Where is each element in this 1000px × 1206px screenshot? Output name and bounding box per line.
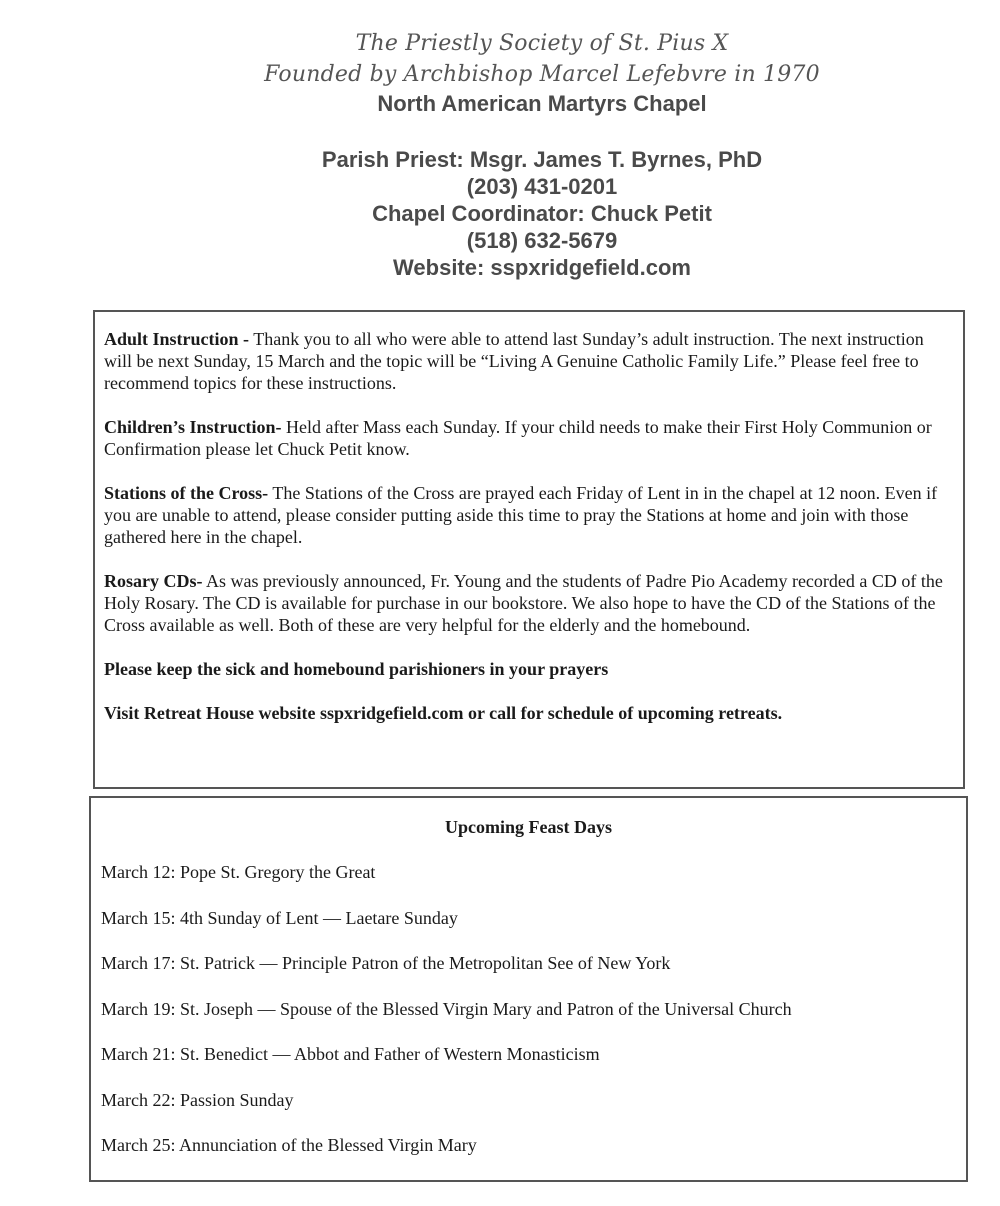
announcement-title: Rosary CDs- xyxy=(104,571,203,591)
feast-days-box xyxy=(89,796,968,1182)
announcement-text: As was previously announced, Fr. Young and the students of Padre Pio Academy recorded a CD of the Holy Rosary. The CD is available for purchase in our bookstore. We also hope to have the CD of the Stations of the Cross available as well. Both of these are very helpful for the elderly and the homebound. xyxy=(104,571,943,635)
bulletin-header xyxy=(0,28,1000,281)
announcements-box xyxy=(93,310,965,789)
notice-retreat xyxy=(104,702,955,724)
announcement-title: Children’s Instruction- xyxy=(104,417,282,437)
notice-retreat-text: Visit Retreat House website sspxridgefield.com or call for schedule of upcoming retreats. xyxy=(104,703,783,723)
parish-priest: Parish Priest: Msgr. James T. Byrnes, PhD xyxy=(321,147,763,172)
feast-item: March 21: St. Benedict — Abbot and Father of Western Monasticism xyxy=(101,1044,600,1064)
announcement-text: The Stations of the Cross are prayed each Friday of Lent in in the chapel at 12 noon. Even if you are unable to attend, please consider putting aside this time to pray the Stations at home and join with those gathered here in the chapel. xyxy=(104,483,938,547)
feast-item: March 17: St. Patrick — Principle Patron of the Metropolitan See of New York xyxy=(101,953,671,973)
feast-item: March 25: Annunciation of the Blessed Virgin Mary xyxy=(101,1135,477,1155)
header-spacer xyxy=(0,117,1000,146)
society-name: The Priestly Society of St. Pius X xyxy=(355,31,729,56)
chapel-name: North American Martyrs Chapel xyxy=(377,91,707,116)
feast-days-title: Upcoming Feast Days xyxy=(445,817,612,837)
feast-item: March 22: Passion Sunday xyxy=(101,1089,294,1110)
chapel-coordinator: Chapel Coordinator: Chuck Petit xyxy=(372,201,712,226)
notice-sick-text: Please keep the sick and homebound parishioners in your prayers xyxy=(104,659,609,679)
notice-sick-prayers xyxy=(104,658,955,680)
announcement-stations-of-the-cross xyxy=(104,482,955,548)
announcement-rosary-cds xyxy=(104,570,955,636)
announcement-text: Held after Mass each Sunday. If your child needs to make their First Holy Communion or Confirmation please let Chuck Petit know. xyxy=(104,417,932,459)
feast-item: March 19: St. Joseph — Spouse of the Blessed Virgin Mary and Patron of the Universal Church xyxy=(101,998,792,1019)
announcement-text: Thank you to all who were able to attend last Sunday’s adult instruction. The next instruction will be next Sunday, 15 March and the topic will be “Living A Genuine Catholic Family Life.” Please feel free to recommend topics for these instructions. xyxy=(104,329,924,393)
coordinator-phone: (518) 632-5679 xyxy=(466,228,618,253)
announcement-childrens-instruction xyxy=(104,416,955,460)
website-line: Website: sspxridgefield.com xyxy=(393,255,691,280)
announcement-title: Adult Instruction - xyxy=(104,329,250,349)
feast-item: March 12: Pope St. Gregory the Great xyxy=(101,862,376,882)
feast-item: March 15: 4th Sunday of Lent — Laetare Sunday xyxy=(101,907,458,928)
announcement-adult-instruction xyxy=(104,328,955,394)
founding-line: Founded by Archbishop Marcel Lefebvre in 1970 xyxy=(264,62,820,87)
announcement-title: Stations of the Cross- xyxy=(104,483,269,503)
priest-phone: (203) 431-0201 xyxy=(466,174,618,199)
